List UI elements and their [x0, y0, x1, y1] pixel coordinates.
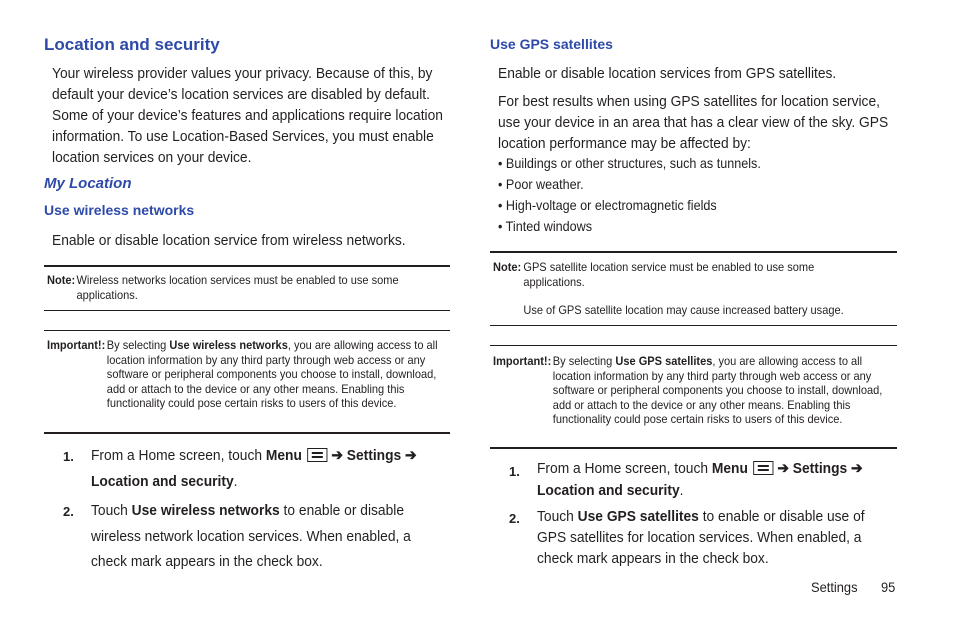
step-number: 2.	[509, 511, 520, 526]
menu-key-label: Menu	[265, 447, 302, 464]
note-top-rule	[44, 265, 450, 267]
important-box	[493, 354, 898, 442]
menu-key-label: Menu	[711, 460, 748, 477]
bullet-item: • Tinted windows	[498, 218, 593, 234]
gps-satellites-heading: Use GPS satellites	[490, 36, 613, 52]
note-text: Wireless networks location services must be enabled to use some applications.	[76, 273, 399, 302]
note-box	[493, 260, 898, 320]
important-label: Important!:	[47, 338, 106, 352]
bullet-item: • High-voltage or electromagnetic fields	[498, 197, 717, 213]
menu-icon	[307, 448, 327, 462]
page-number: 95	[881, 579, 896, 595]
note-text: GPS satellite location service must be enabled to use some applications.	[523, 260, 815, 289]
wireless-networks-description: Enable or disable location service from wireless networks.	[52, 232, 406, 249]
menu-icon	[753, 461, 773, 475]
step-one: From a Home screen, touch Menu ➔ Settings ➔ Location and security.	[537, 460, 863, 499]
important-bottom-rule	[490, 447, 897, 449]
important-text: By selecting Use wireless networks, you are allowing access to all location information by any third party through web access or any software or peripheral components you choose to install, download, add or attach to the device or any other means. Enabling this functionality could pose certain risks to users of this device.	[106, 338, 438, 410]
important-top-rule	[44, 330, 450, 331]
step-two: Touch Use wireless networks to enable or disable wireless network location services. When enabled, a check mark appears in the check box.	[91, 502, 411, 570]
bullet-item: • Buildings or other structures, such as tunnels.	[498, 155, 761, 171]
note-label: Note:	[47, 273, 76, 287]
important-bold-term: Use wireless networks	[169, 338, 288, 352]
note-bottom-rule	[490, 325, 897, 326]
footer-section-name: Settings	[811, 579, 858, 595]
step-one: From a Home screen, touch Menu ➔ Settings ➔ Location and security.	[91, 447, 417, 490]
wireless-networks-heading: Use wireless networks	[44, 202, 195, 218]
gps-paragraph-2: For best results when using GPS satellites for location service, use your device in an area that has a clear view of the sky. GPS location performance may be affected by:	[498, 93, 889, 152]
step-number: 1.	[63, 449, 74, 464]
important-bold-term: Use GPS satellites	[615, 354, 713, 368]
step-number: 2.	[63, 504, 74, 519]
important-bottom-rule	[44, 432, 450, 434]
intro-paragraph: Your wireless provider values your privacy. Because of this, by default your device’s location services are disabled by default. Some of your device’s features and applications require location information. To use Location-Based Services, you must enable location services on your device.	[52, 65, 443, 166]
section-title: Location and security	[44, 35, 220, 54]
gps-paragraph-1: Enable or disable location services from GPS satellites.	[498, 65, 837, 82]
important-box	[47, 338, 452, 426]
my-location-heading: My Location	[44, 175, 132, 192]
step-two: Touch Use GPS satellites to enable or disable use of GPS satellites for location services. When enabled, a check mark appears in the check box.	[537, 508, 865, 567]
step-number: 1.	[509, 464, 520, 479]
important-label: Important!:	[493, 354, 552, 368]
note-bottom-rule	[44, 310, 450, 311]
important-text: By selecting Use GPS satellites, you are allowing access to all location information by any third party through web access or any software or peripheral components you choose to install, download, add or attach to the device or any other means. Enabling this functionality could pose certain risks to users of this device.	[552, 354, 883, 426]
note-top-rule	[490, 251, 897, 253]
important-top-rule	[490, 345, 897, 346]
note-text-battery: Use of GPS satellite location may cause increased battery usage.	[523, 303, 844, 317]
bullet-item: • Poor weather.	[498, 176, 584, 192]
note-box	[47, 273, 443, 305]
note-label: Note:	[493, 260, 522, 274]
